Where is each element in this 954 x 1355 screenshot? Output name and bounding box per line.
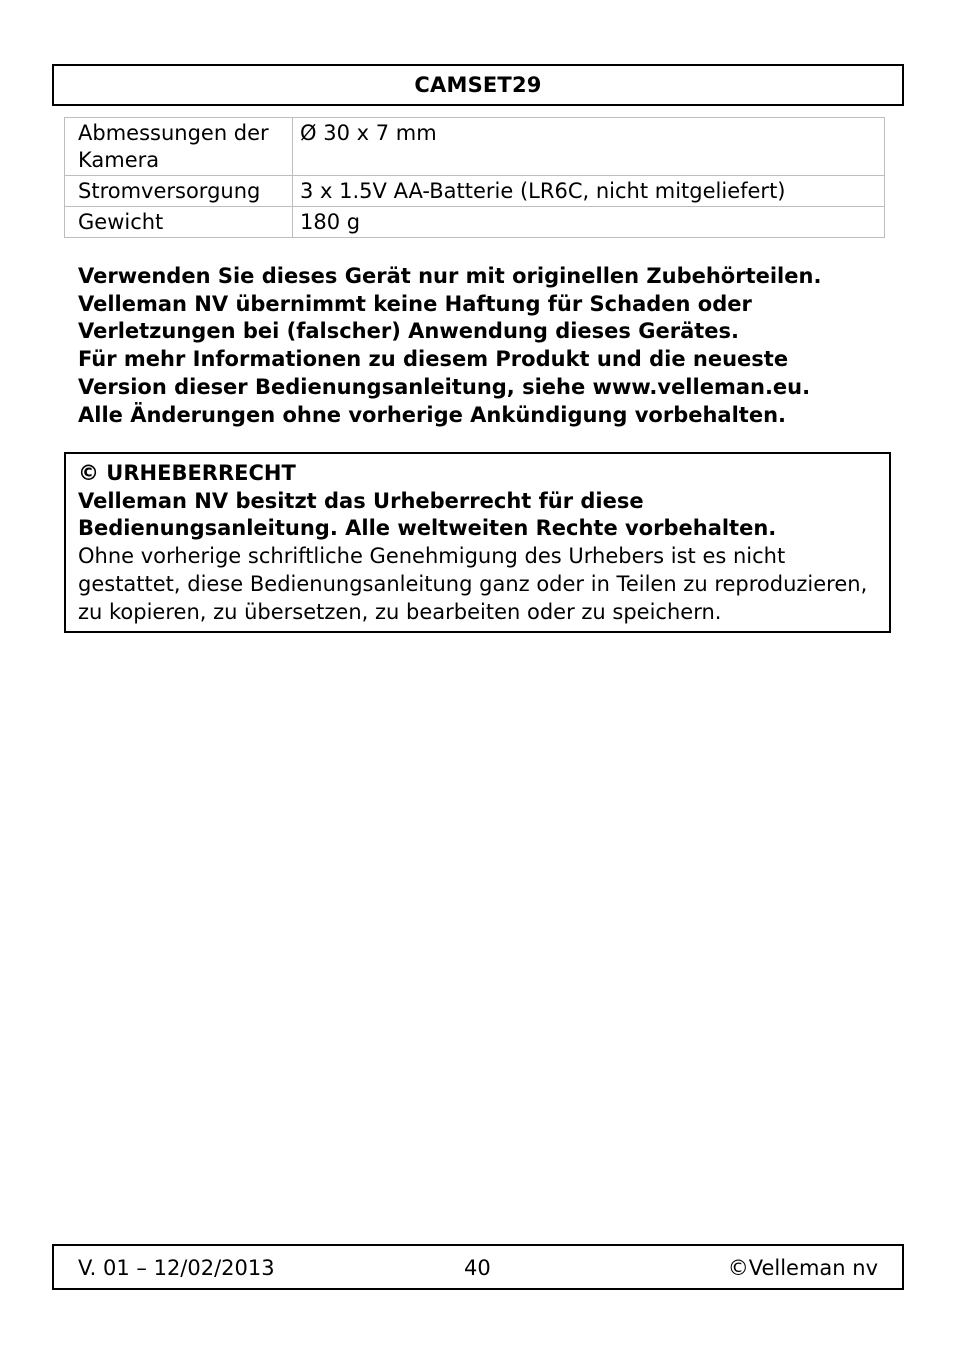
specifications-table — [64, 117, 885, 238]
copyright-statement: Velleman NV besitzt das Urheberrecht für diese Bedienungsanleitung. Alle weltweiten Rechte vorbehalten. — [78, 488, 777, 541]
spec-value: 3 x 1.5V AA-Batterie (LR6C, nicht mitgeliefert) — [293, 176, 885, 207]
copyright-body: Ohne vorherige schriftliche Genehmigung des Urhebers ist es nicht gestattet, diese Bedienungsanleitung ganz oder in Teilen zu reproduzieren, zu kopieren, zu übersetzen, zu bearbeiten oder zu speichern. — [78, 544, 868, 624]
warning-line: Velleman NV übernimmt keine Haftung für Schaden oder — [78, 291, 752, 316]
warning-line: Für mehr Informationen zu diesem Produkt und die neueste — [78, 347, 789, 372]
warning-line: Version dieser Bedienungsanleitung, siehe www.velleman.eu. — [78, 374, 811, 399]
table-row — [65, 118, 885, 176]
table-row — [65, 176, 885, 207]
warning-line: Alle Änderungen ohne vorherige Ankündigung vorbehalten. — [78, 402, 787, 427]
table-row — [65, 207, 885, 238]
warning-notice — [78, 263, 898, 429]
footer-version: V. 01 – 12/02/2013 — [78, 1256, 275, 1280]
copyright-notice — [64, 452, 891, 633]
page-number: 40 — [464, 1256, 491, 1280]
copyright-heading: © URHEBERRECHT — [78, 461, 296, 485]
document-footer — [52, 1244, 904, 1290]
spec-label: Stromversorgung — [65, 176, 293, 207]
warning-line: Verwenden Sie dieses Gerät nur mit originellen Zubehörteilen. — [78, 264, 822, 288]
footer-copyright: ©Velleman nv — [727, 1256, 878, 1280]
spec-label: Abmessungen der Kamera — [65, 118, 293, 176]
spec-value: 180 g — [293, 207, 885, 238]
document-header — [52, 64, 904, 106]
spec-label: Gewicht — [65, 207, 293, 238]
spec-value: Ø 30 x 7 mm — [293, 118, 885, 176]
warning-line: Verletzungen bei (falscher) Anwendung dieses Gerätes. — [78, 319, 739, 344]
document-title: CAMSET29 — [414, 73, 542, 97]
